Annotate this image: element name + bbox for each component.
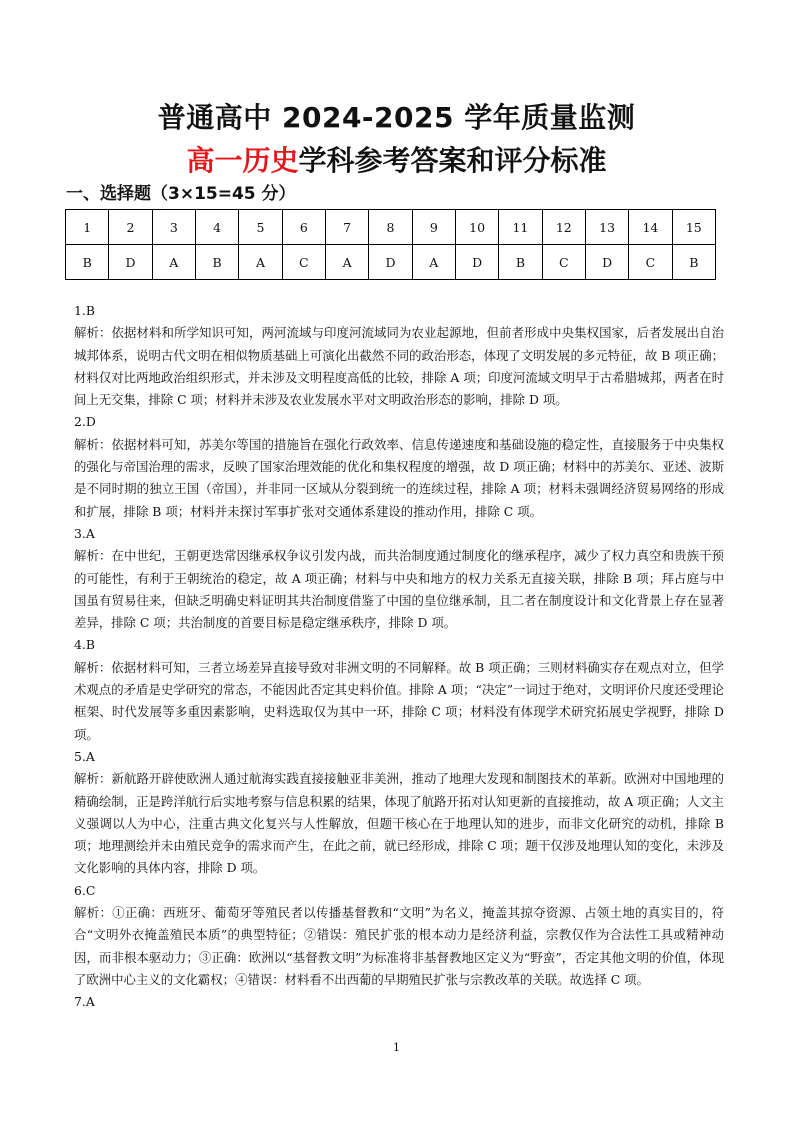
question-number-cell: 12 — [542, 210, 585, 245]
question-label: 1.B — [74, 303, 95, 318]
answer-cell: B — [195, 245, 238, 280]
explanation-text: 解析：新航路开辟使欧洲人通过航海实践直接接触亚非美洲，推动了地理大发现和制图技术的革新。欧洲对中国地理的精确绘制，正是跨洋航行后实地考察与信息积累的结果，体现了航路开拓对认知更新的直接推动，故 A 项正确；人文主义强调以人为中心，注重古典文化复兴与人性解放，但题干核心在于地理认知的进步，而非文化研究的动机，排除 B 项；地理测绘并未由殖民竞争的需求而产生，在此之前，就已经形成，排除 C 项；题干仅涉及地理认知的变化，未涉及文化影响的具体内容，排除 D 项。 — [74, 771, 724, 876]
question-label: 6.C — [74, 882, 96, 898]
section-heading-multiple-choice: 一、选择题（3×15=45 分） — [66, 184, 296, 204]
question-label: 3.A — [74, 525, 95, 541]
answer-cell: C — [629, 245, 672, 280]
explanation-text: 解析：在中世纪，王朝更迭常因继承权争议引发内战，而共治制度通过制度化的继承程序，减少了权力真空和贵族干预的可能性，有利于王朝统治的稳定，故 A 项正确；材料与中央和地方的权力关系无直接关联，排除 B 项；拜占庭与中国虽有贸易往来，但缺乏明确史料证明其共治制度借鉴了中国的皇位继承制，且二者在制度设计和文化背景上存在显著差异，排除 C 项；共治制度的首要目标是稳定继承秩序，排除 D 项。 — [74, 548, 724, 631]
answer-cell: B — [672, 245, 715, 280]
answer-cell: A — [325, 245, 368, 280]
question-number-cell: 6 — [282, 210, 325, 245]
answer-cell: D — [585, 245, 628, 280]
question-number-cell: 14 — [629, 210, 672, 245]
question-number-cell: 5 — [239, 210, 282, 245]
question-label: 5.A — [74, 748, 95, 764]
question-number-cell: 3 — [152, 210, 195, 245]
question-label: 7.A — [74, 994, 95, 1010]
document-subtitle — [0, 143, 793, 179]
question-number-cell: 8 — [369, 210, 412, 245]
explanation-text: 解析：依据材料可知，苏美尔等国的措施旨在强化行政效率、信息传递速度和基础设施的稳定性，直接服务于中央集权的强化与帝国治理的需求，反映了国家治理效能的优化和集权程度的增强，故 D 项正确；材料中的苏美尔、亚述、波斯是不同时期的独立王国（帝国），并非同一区域从分裂到统一的连续过程，排除 A 项；材料未强调经济贸易网络的形成和扩展，排除 B 项；材料并未探讨军事扩张对交通体系建设的推动作用，排除 C 项。 — [74, 436, 724, 519]
answer-cell: C — [542, 245, 585, 280]
explanation-text: 解析：依据材料和所学知识可知，两河流域与印度河流域同为农业起源地，但前者形成中央集权国家，后者发展出自治城邦体系，说明古代文明在相似物质基础上可演化出截然不同的政治形态，体现了文明发展的多元特征，故 B 项正确；材料仅对比两地政治组织形式，并未涉及文明程度高低的比较，排除 A 项；印度河流域文明早于古希腊城邦，两者在时间上无交集，排除 C 项；材料并未涉及农业发展水平对文明政治形态的影响，排除 D 项。 — [74, 325, 724, 408]
question-number-cell: 1 — [66, 210, 109, 245]
question-number-cell: 11 — [499, 210, 542, 245]
answer-cell: A — [152, 245, 195, 280]
answer-row — [66, 245, 716, 280]
question-number-cell: 2 — [109, 210, 152, 245]
answer-cell: C — [282, 245, 325, 280]
answer-cell: D — [369, 245, 412, 280]
explanation-text: 解析：依据材料可知，三者立场差异直接导致对非洲文明的不同解释。故 B 项正确；三则材料确实存在观点对立，但学术观点的矛盾是史学研究的常态，不能因此否定其史料价值。排除 A 项；“决定”一词过于绝对，文明评价尺度还受理论框架、时代发展等多重因素影响，史料选取仅为其中一环，排除 C 项；材料没有体现学术研究拓展史学视野，排除 D 项。 — [74, 659, 724, 742]
question-number-cell: 13 — [585, 210, 628, 245]
explanation-text: 解析：①正确：西班牙、葡萄牙等殖民者以传播基督教和“文明”为名义，掩盖其掠夺资源、占领土地的真实目的，符合“文明外衣掩盖殖民本质”的典型特征；②错误：殖民扩张的根本动力是经济利益，宗教仅作为合法性工具或精神动因，而非根本驱动力；③正确：欧洲以“基督教文明”为标准将非基督教地区定义为“野蛮”，否定其他文明的价值，体现了欧洲中心主义的文化霸权；④错误：材料看不出西葡的早期殖民扩张与宗教改革的关联。故选择 C 项。 — [74, 905, 724, 987]
question-number-cell: 9 — [412, 210, 455, 245]
answer-cell: D — [455, 245, 498, 280]
document-title: 普通高中 2024-2025 学年质量监测 — [157, 101, 636, 134]
question-label: 4.B — [74, 637, 95, 653]
question-number-cell: 15 — [672, 210, 715, 245]
answer-key-table — [65, 209, 716, 280]
question-number-cell: 4 — [195, 210, 238, 245]
answer-cell: A — [239, 245, 282, 280]
question-number-row — [66, 210, 716, 245]
question-label: 2.D — [74, 414, 96, 430]
explanations-body — [74, 300, 724, 1014]
answer-cell: B — [66, 245, 109, 280]
subject-highlight: 高一历史 — [186, 144, 299, 177]
question-number-cell: 10 — [455, 210, 498, 245]
page-number: 1 — [393, 1041, 400, 1054]
subtitle-rest: 学科参考答案和评分标准 — [298, 144, 607, 177]
answer-cell: A — [412, 245, 455, 280]
question-number-cell: 7 — [325, 210, 368, 245]
answer-cell: D — [109, 245, 152, 280]
answer-cell: B — [499, 245, 542, 280]
